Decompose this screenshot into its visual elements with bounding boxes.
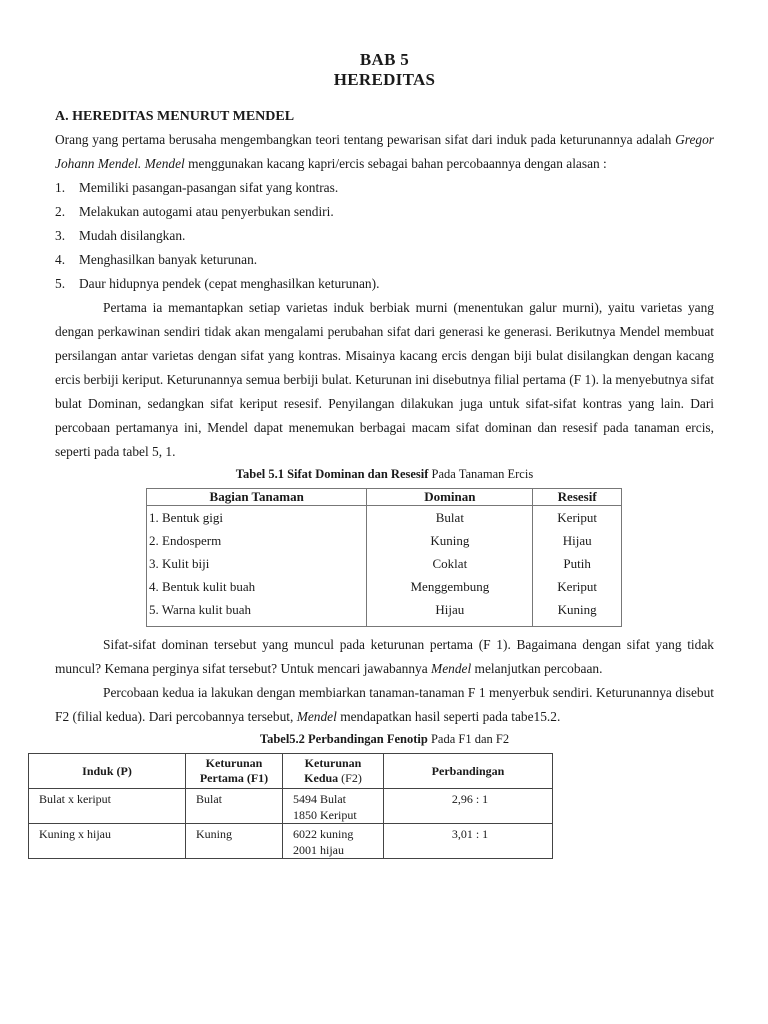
table-cell: 3. Kulit biji	[147, 552, 367, 575]
list-number: 3.	[55, 228, 66, 243]
list-item	[55, 200, 714, 224]
chapter-number: BAB 5	[359, 50, 410, 69]
list-text: Daur hidupnya pendek (cepat menghasilkan keturunan).	[79, 276, 380, 291]
table-cell: Keriput	[533, 506, 622, 530]
table-phenotype-ratio	[28, 753, 553, 859]
column-header-f1	[186, 754, 283, 789]
f1-header-line2: Pertama (F1)	[199, 771, 269, 785]
table-row	[147, 575, 622, 598]
list-text: Memiliki pasangan-pasangan sifat yang kontras.	[79, 180, 339, 195]
intro-text-1: Orang yang pertama berusaha mengembangkan teori tentang pewarisan sifat dari induk pada keturunannya adalah	[55, 132, 676, 147]
paragraph4-name: Mendel	[296, 709, 337, 724]
table-cell: 1. Bentuk gigi	[147, 506, 367, 530]
table-cell: Keriput	[533, 575, 622, 598]
intro-text-2: menggunakan kacang kapri/ercis sebagai bahan percobaannya dengan alasan :	[184, 156, 607, 171]
f2-header-line2: Kedua	[304, 771, 339, 785]
list-text: Menghasilkan banyak keturunan.	[79, 252, 258, 267]
paragraph3-text-1: Sifat-sifat dominan tersebut yang muncul pada keturunan pertama (F 1). Bagaimana dengan sifat yang tidak muncul? Kemana perginya sifat tersebut? Untuk mencari jawabannya	[55, 637, 714, 676]
table-cell: Coklat	[367, 552, 533, 575]
table-cell: Hijau	[367, 598, 533, 627]
table-dominant-recessive	[146, 488, 622, 627]
table-cell: 5. Warna kulit buah	[147, 598, 367, 627]
f2-value-b: 2001 hijau	[293, 843, 344, 857]
table-cell: 2. Endosperm	[147, 529, 367, 552]
table-cell: Bulat	[186, 789, 283, 824]
table-cell: 3,01 : 1	[384, 824, 553, 859]
paragraph4-text-2: mendapatkan hasil seperti pada tabe15.2.	[336, 709, 561, 724]
table-header-row	[29, 754, 553, 789]
column-header-ratio: Perbandingan	[384, 754, 553, 789]
table-row	[147, 529, 622, 552]
table1-caption-rest: Pada Tanaman Ercis	[428, 467, 534, 481]
paragraph-experiment-2	[55, 681, 714, 729]
f2-value-b: 1850 Keriput	[293, 808, 357, 822]
column-header: Dominan	[367, 489, 533, 506]
f2-header-code: (F2)	[341, 771, 362, 785]
paragraph3-name: Mendel	[431, 661, 472, 676]
section-heading: A. HEREDITAS MENURUT MENDEL	[55, 109, 295, 124]
table2-caption-rest: Pada F1 dan F2	[427, 732, 510, 746]
table-cell: Kuning	[533, 598, 622, 627]
list-item	[55, 224, 714, 248]
list-number: 2.	[55, 204, 66, 219]
table-cell: Kuning	[367, 529, 533, 552]
column-header-f2	[283, 754, 384, 789]
list-item	[55, 176, 714, 200]
table-cell: Hijau	[533, 529, 622, 552]
table-row	[147, 506, 622, 530]
intro-paragraph	[55, 128, 714, 176]
table-cell: 2,96 : 1	[384, 789, 553, 824]
table-cell: 4. Bentuk kulit buah	[147, 575, 367, 598]
paragraph-question	[55, 633, 714, 681]
column-header: Resesif	[533, 489, 622, 506]
table-row	[147, 598, 622, 627]
list-item	[55, 248, 714, 272]
table-cell: Menggembung	[367, 575, 533, 598]
list-text: Mudah disilangkan.	[79, 228, 186, 243]
table-header-row	[147, 489, 622, 506]
list-number: 5.	[55, 276, 66, 291]
table-row	[147, 552, 622, 575]
list-number: 4.	[55, 252, 66, 267]
list-text: Melakukan autogami atau penyerbukan sendiri.	[79, 204, 334, 219]
paragraph4-text-1: Percobaan kedua ia lakukan dengan membiarkan tanaman-tanaman F 1 menyerbuk sendiri. Keturunannya disebut F2 (filial kedua). Dari percobannya tersebut,	[55, 685, 714, 724]
intro-name: Gregor Johann Mendel. Mendel	[55, 132, 714, 171]
table-row	[29, 789, 553, 824]
table-cell: Kuning x hijau	[29, 824, 186, 859]
table-cell	[283, 789, 384, 824]
table2-caption-bold: Tabel5.2 Perbandingan Fenotip	[259, 732, 428, 746]
f2-value-a: 5494 Bulat	[293, 792, 346, 806]
table-row	[29, 824, 553, 859]
reasons-list	[55, 176, 714, 296]
f2-value-a: 6022 kuning	[293, 827, 354, 841]
table-cell: Bulat	[367, 506, 533, 530]
list-item	[55, 272, 714, 296]
table-cell: Putih	[533, 552, 622, 575]
f2-header-line1: Keturunan	[304, 756, 362, 770]
table1-caption-bold: Tabel 5.1 Sifat Dominan dan Resesif	[235, 467, 429, 481]
paragraph-experiment-1: Pertama ia memantapkan setiap varietas induk berbiak murni (menentukan galur murni), yaitu varietas yang dengan perkawinan sendiri tidak akan mengalami perubahan sifat dari generasi ke generasi. Berikutnya Mendel membuat persilangan antar varietas dengan sifat yang kontras. Misainya kacang ercis dengan biji bulat disilangkan dengan kacang ercis berbiji keriput. Keturunannya semua berbiji bulat. Keturunan ini disebutnya filial pertama (F 1). la menyebutnya sifat bulat Dominan, sedangkan sifat keriput resesif. Penyilangan dilakukan juga untuk sifat-sifat kontras yang lain. Dari percobaan pertamanya ini, Mendel dapat menemukan berbagai macam sifat dominan dan resesif pada tanaman ercis, seperti pada tabel 5, 1.	[55, 300, 714, 459]
table1-caption	[55, 464, 714, 484]
chapter-title: HEREDITAS	[333, 70, 436, 89]
column-header: Bagian Tanaman	[147, 489, 367, 506]
table-cell: Bulat x keriput	[29, 789, 186, 824]
table2-caption	[55, 729, 714, 749]
list-number: 1.	[55, 180, 66, 195]
column-header-induk: Induk (P)	[29, 754, 186, 789]
table-cell	[283, 824, 384, 859]
table-cell: Kuning	[186, 824, 283, 859]
paragraph3-text-2: melanjutkan percobaan.	[471, 661, 603, 676]
document-page	[39, 50, 714, 859]
f1-header-line1: Keturunan	[205, 756, 263, 770]
